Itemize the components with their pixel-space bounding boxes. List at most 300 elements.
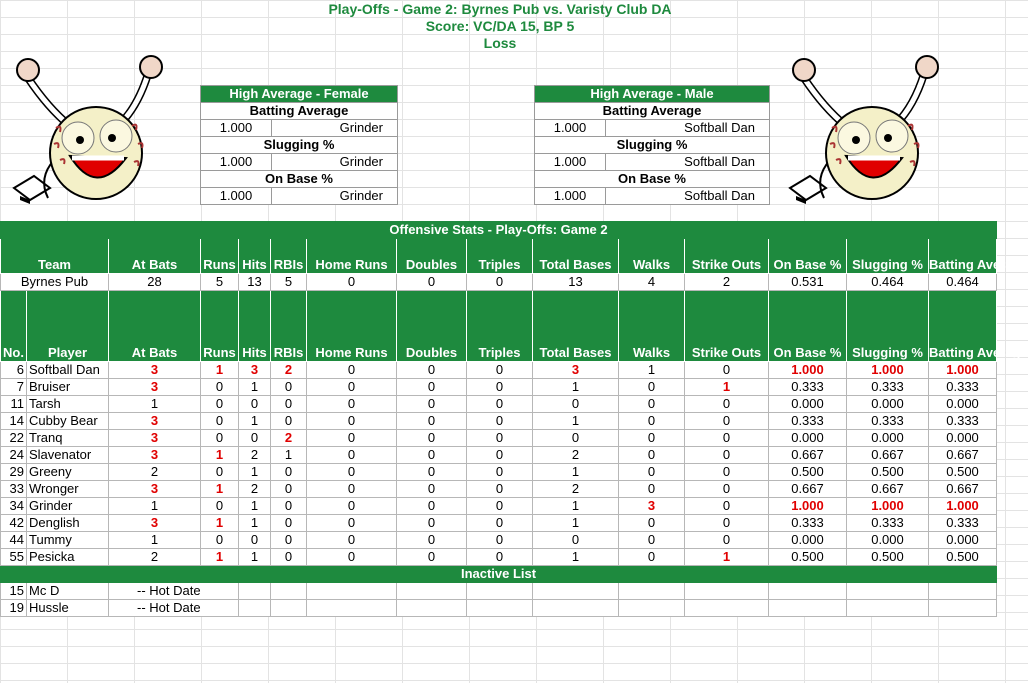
stat-cell: 0 bbox=[619, 430, 685, 447]
stat-cell: 0.500 bbox=[929, 464, 997, 481]
team-cell: 0.531 bbox=[769, 274, 847, 291]
stat-cell: 0 bbox=[685, 498, 769, 515]
stat-cell: 0 bbox=[307, 413, 397, 430]
stat-cell: 7 bbox=[1, 379, 27, 396]
stat-cell: 0.000 bbox=[769, 430, 847, 447]
stat-cell: 0 bbox=[201, 379, 239, 396]
inactive-reason: -- Hot Date bbox=[109, 583, 239, 600]
stat-cell: 3 bbox=[619, 498, 685, 515]
stat-cell: 0 bbox=[397, 413, 467, 430]
stat-value: 1.000 bbox=[535, 120, 606, 137]
team-cell: 28 bbox=[109, 274, 201, 291]
empty-cell bbox=[239, 600, 271, 617]
stat-cell: 0 bbox=[307, 430, 397, 447]
stat-cell: 0 bbox=[397, 379, 467, 396]
column-header: Strike Outs bbox=[685, 239, 769, 274]
stat-cell: 0.500 bbox=[847, 549, 929, 566]
empty-cell bbox=[847, 583, 929, 600]
stat-cell: 0 bbox=[467, 481, 533, 498]
column-header: No. bbox=[1, 291, 27, 362]
stat-cell: 1 bbox=[533, 498, 619, 515]
stat-cell: 0.000 bbox=[847, 430, 929, 447]
stat-cell: 0 bbox=[307, 549, 397, 566]
stat-cell: 0 bbox=[271, 396, 307, 413]
stat-cell: 0.000 bbox=[847, 396, 929, 413]
column-header: On Base % bbox=[769, 291, 847, 362]
stat-cell: 0 bbox=[685, 396, 769, 413]
stat-cell: 0 bbox=[467, 464, 533, 481]
stat-cell: 0 bbox=[619, 396, 685, 413]
column-header: RBIs bbox=[271, 239, 307, 274]
player-name: Grinder bbox=[272, 120, 398, 137]
player-name: Softball Dan bbox=[606, 154, 770, 171]
player-name-cell: Denglish bbox=[27, 515, 109, 532]
stat-cell: 0 bbox=[201, 498, 239, 515]
offensive-stats-header-row bbox=[1, 222, 997, 239]
player-name-cell: Tranq bbox=[27, 430, 109, 447]
stat-cell: 0 bbox=[685, 362, 769, 379]
stat-cell: 0 bbox=[619, 464, 685, 481]
column-header: Walks bbox=[619, 291, 685, 362]
player-name-cell: Softball Dan bbox=[27, 362, 109, 379]
player-row bbox=[1, 413, 997, 430]
stat-cell: 0.000 bbox=[847, 532, 929, 549]
section-label: On Base % bbox=[201, 171, 398, 188]
player-name-cell: Greeny bbox=[27, 464, 109, 481]
column-header: Player bbox=[27, 291, 109, 362]
stat-cell: 0 bbox=[397, 498, 467, 515]
stat-cell: 1 bbox=[533, 549, 619, 566]
player-name: Grinder bbox=[272, 154, 398, 171]
stat-cell: 1 bbox=[239, 549, 271, 566]
stat-cell: 0.667 bbox=[929, 481, 997, 498]
stat-cell: 0 bbox=[685, 413, 769, 430]
stat-cell: 0 bbox=[397, 481, 467, 498]
player-name-cell: Tummy bbox=[27, 532, 109, 549]
high-average-female-table bbox=[200, 85, 398, 205]
stat-cell: 0 bbox=[201, 464, 239, 481]
stat-cell: 0 bbox=[271, 464, 307, 481]
stat-cell: 0.333 bbox=[769, 379, 847, 396]
stat-cell: 0 bbox=[239, 532, 271, 549]
empty-cell bbox=[769, 600, 847, 617]
column-header: Total Bases bbox=[533, 239, 619, 274]
stat-value: 1.000 bbox=[535, 154, 606, 171]
team-cell: 0.464 bbox=[847, 274, 929, 291]
stat-cell: 2 bbox=[239, 481, 271, 498]
player-header-row bbox=[1, 291, 997, 362]
stat-cell: 1 bbox=[619, 362, 685, 379]
column-header: Hits bbox=[239, 239, 271, 274]
team-cell: 13 bbox=[533, 274, 619, 291]
stat-cell: 1.000 bbox=[769, 498, 847, 515]
high-male-header: High Average - Male bbox=[535, 86, 770, 103]
inactive-number: 15 bbox=[1, 583, 27, 600]
player-row bbox=[1, 362, 997, 379]
column-header: Home Runs bbox=[307, 239, 397, 274]
stat-cell: 0 bbox=[307, 464, 397, 481]
stat-cell: 1 bbox=[239, 464, 271, 481]
stat-cell: 0 bbox=[619, 549, 685, 566]
team-cell: 0 bbox=[307, 274, 397, 291]
player-name-cell: Tarsh bbox=[27, 396, 109, 413]
stat-cell: 0 bbox=[201, 396, 239, 413]
stat-cell: 1 bbox=[109, 396, 201, 413]
result-line: Loss bbox=[483, 35, 517, 51]
stat-cell: 0.333 bbox=[847, 515, 929, 532]
player-row bbox=[1, 379, 997, 396]
column-header: Strike Outs bbox=[685, 291, 769, 362]
stat-cell: 0.333 bbox=[769, 413, 847, 430]
stat-cell: 0 bbox=[201, 532, 239, 549]
high-female-header: High Average - Female bbox=[201, 86, 398, 103]
player-row bbox=[1, 447, 997, 464]
stat-cell: 1 bbox=[239, 379, 271, 396]
stat-cell: 1 bbox=[201, 481, 239, 498]
stat-cell: 0 bbox=[467, 447, 533, 464]
stat-value: 1.000 bbox=[535, 188, 606, 205]
inactive-number: 19 bbox=[1, 600, 27, 617]
inactive-header-row bbox=[1, 566, 997, 583]
stat-cell: 44 bbox=[1, 532, 27, 549]
team-cell: 2 bbox=[685, 274, 769, 291]
stat-cell: 0 bbox=[619, 447, 685, 464]
inactive-row bbox=[1, 600, 997, 617]
column-header: Batting Average bbox=[929, 239, 997, 274]
stat-cell: 0.333 bbox=[847, 413, 929, 430]
stat-cell: 0 bbox=[307, 362, 397, 379]
empty-cell bbox=[929, 600, 997, 617]
section-label: Batting Average bbox=[201, 103, 398, 120]
stat-cell: 0 bbox=[307, 481, 397, 498]
empty-cell bbox=[467, 583, 533, 600]
stat-cell: 3 bbox=[109, 430, 201, 447]
empty-cell bbox=[397, 583, 467, 600]
stat-cell: 0 bbox=[685, 515, 769, 532]
stat-cell: 0 bbox=[685, 447, 769, 464]
stat-cell: 2 bbox=[109, 549, 201, 566]
column-header: Triples bbox=[467, 291, 533, 362]
stat-cell: 1 bbox=[201, 549, 239, 566]
empty-cell bbox=[239, 583, 271, 600]
empty-cell bbox=[533, 583, 619, 600]
player-name-cell: Slavenator bbox=[27, 447, 109, 464]
stat-cell: 0 bbox=[533, 532, 619, 549]
stat-cell: 1 bbox=[685, 549, 769, 566]
stat-cell: 0 bbox=[619, 379, 685, 396]
column-header: Walks bbox=[619, 239, 685, 274]
stat-cell: 3 bbox=[239, 362, 271, 379]
stat-cell: 0 bbox=[397, 532, 467, 549]
stat-cell: 0 bbox=[271, 515, 307, 532]
stat-cell: 0 bbox=[467, 396, 533, 413]
player-row bbox=[1, 515, 997, 532]
empty-cell bbox=[271, 583, 307, 600]
empty-cell bbox=[847, 600, 929, 617]
stat-cell: 2 bbox=[239, 447, 271, 464]
stat-cell: 1 bbox=[201, 515, 239, 532]
stat-cell: 0 bbox=[239, 430, 271, 447]
column-header: Runs bbox=[201, 239, 239, 274]
stat-cell: 0 bbox=[533, 396, 619, 413]
stat-cell: 0 bbox=[467, 413, 533, 430]
stat-cell: 1 bbox=[533, 515, 619, 532]
column-header: Runs bbox=[201, 291, 239, 362]
game-title: Play-Offs - Game 2: Byrnes Pub vs. Varisty Club DA bbox=[328, 1, 672, 17]
empty-cell bbox=[769, 583, 847, 600]
section-label: Batting Average bbox=[535, 103, 770, 120]
team-cell: 5 bbox=[201, 274, 239, 291]
stat-cell: 3 bbox=[533, 362, 619, 379]
stat-cell: 0.333 bbox=[769, 515, 847, 532]
empty-cell bbox=[533, 600, 619, 617]
stat-cell: 0.667 bbox=[769, 481, 847, 498]
offensive-stats-table bbox=[0, 221, 1028, 617]
stat-cell: 1 bbox=[109, 532, 201, 549]
stat-cell: 6 bbox=[1, 362, 27, 379]
stat-cell: 2 bbox=[109, 464, 201, 481]
stat-cell: 0 bbox=[685, 430, 769, 447]
stat-cell: 0 bbox=[307, 396, 397, 413]
section-label: On Base % bbox=[535, 171, 770, 188]
stat-cell: 22 bbox=[1, 430, 27, 447]
player-row bbox=[1, 396, 997, 413]
stat-cell: 0.500 bbox=[929, 549, 997, 566]
stat-cell: 1 bbox=[109, 498, 201, 515]
team-cell: 4 bbox=[619, 274, 685, 291]
stat-cell: 34 bbox=[1, 498, 27, 515]
empty-cell bbox=[467, 600, 533, 617]
stat-cell: 1 bbox=[239, 515, 271, 532]
stat-cell: 1.000 bbox=[847, 498, 929, 515]
stat-cell: 2 bbox=[271, 430, 307, 447]
team-cell: 13 bbox=[239, 274, 271, 291]
player-row bbox=[1, 430, 997, 447]
column-header: Doubles bbox=[397, 291, 467, 362]
stat-value: 1.000 bbox=[201, 154, 272, 171]
stat-cell: 0 bbox=[239, 396, 271, 413]
column-header: At Bats bbox=[109, 239, 201, 274]
stat-cell: 0 bbox=[685, 532, 769, 549]
player-name-cell: Grinder bbox=[27, 498, 109, 515]
high-average-male-table bbox=[534, 85, 770, 205]
inactive-reason: -- Hot Date bbox=[109, 600, 239, 617]
stat-cell: 14 bbox=[1, 413, 27, 430]
stat-cell: 0.500 bbox=[769, 549, 847, 566]
stat-cell: 0.333 bbox=[847, 379, 929, 396]
column-header: Total Bases bbox=[533, 291, 619, 362]
stat-cell: 0 bbox=[619, 532, 685, 549]
stat-cell: 0.000 bbox=[769, 396, 847, 413]
stat-cell: 0 bbox=[397, 396, 467, 413]
team-header-row bbox=[1, 239, 997, 274]
stat-cell: 0 bbox=[307, 515, 397, 532]
stat-cell: 42 bbox=[1, 515, 27, 532]
stat-cell: 0.000 bbox=[769, 532, 847, 549]
stat-cell: 11 bbox=[1, 396, 27, 413]
stat-cell: 0 bbox=[619, 515, 685, 532]
cheering-softball-mascot-icon bbox=[8, 48, 173, 218]
column-header: Slugging % bbox=[847, 239, 929, 274]
player-row bbox=[1, 464, 997, 481]
stat-cell: 0 bbox=[397, 464, 467, 481]
stat-cell: 0.667 bbox=[847, 447, 929, 464]
stat-cell: 0 bbox=[271, 532, 307, 549]
empty-cell bbox=[307, 600, 397, 617]
player-row bbox=[1, 498, 997, 515]
column-header: At Bats bbox=[109, 291, 201, 362]
inactive-name: Mc D bbox=[27, 583, 109, 600]
stat-cell: 0 bbox=[467, 430, 533, 447]
stat-cell: 0 bbox=[533, 430, 619, 447]
stat-cell: 1 bbox=[201, 362, 239, 379]
stat-cell: 0.333 bbox=[929, 379, 997, 396]
stat-cell: 0 bbox=[397, 549, 467, 566]
column-header: Triples bbox=[467, 239, 533, 274]
stat-cell: 0.333 bbox=[929, 413, 997, 430]
stat-cell: 0 bbox=[307, 532, 397, 549]
team-cell: 0.464 bbox=[929, 274, 997, 291]
stat-cell: 0.667 bbox=[847, 481, 929, 498]
score-line: Score: VC/DA 15, BP 5 bbox=[425, 18, 575, 34]
empty-cell bbox=[929, 583, 997, 600]
stat-cell: 0 bbox=[467, 532, 533, 549]
stat-cell: 0.000 bbox=[929, 396, 997, 413]
stat-cell: 1 bbox=[271, 447, 307, 464]
stat-cell: 1 bbox=[533, 413, 619, 430]
stat-cell: 1.000 bbox=[769, 362, 847, 379]
stat-cell: 33 bbox=[1, 481, 27, 498]
stat-cell: 1.000 bbox=[847, 362, 929, 379]
empty-cell bbox=[397, 600, 467, 617]
stat-value: 1.000 bbox=[201, 188, 272, 205]
team-cell: 0 bbox=[467, 274, 533, 291]
stat-cell: 0 bbox=[307, 498, 397, 515]
player-row bbox=[1, 549, 997, 566]
stat-cell: 3 bbox=[109, 379, 201, 396]
offensive-stats-header: Offensive Stats - Play-Offs: Game 2 bbox=[1, 222, 997, 239]
stat-cell: 2 bbox=[533, 447, 619, 464]
team-cell: 0 bbox=[397, 274, 467, 291]
section-label: Slugging % bbox=[201, 137, 398, 154]
stat-cell: 0 bbox=[397, 447, 467, 464]
stat-cell: 0 bbox=[467, 379, 533, 396]
stat-cell: 0 bbox=[619, 481, 685, 498]
empty-cell bbox=[619, 600, 685, 617]
stat-cell: 1 bbox=[533, 464, 619, 481]
stat-cell: 3 bbox=[109, 362, 201, 379]
stat-cell: 0 bbox=[307, 379, 397, 396]
empty-cell bbox=[685, 583, 769, 600]
player-name-cell: Cubby Bear bbox=[27, 413, 109, 430]
inactive-name: Hussle bbox=[27, 600, 109, 617]
stat-cell: 0.333 bbox=[929, 515, 997, 532]
team-cell: 5 bbox=[271, 274, 307, 291]
stat-cell: 1 bbox=[239, 413, 271, 430]
stat-cell: 0 bbox=[271, 413, 307, 430]
stat-cell: 0.500 bbox=[769, 464, 847, 481]
stat-cell: 0 bbox=[307, 447, 397, 464]
empty-cell bbox=[685, 600, 769, 617]
stat-cell: 0 bbox=[271, 379, 307, 396]
stat-cell: 0 bbox=[685, 464, 769, 481]
column-header: Team bbox=[1, 239, 109, 274]
stat-cell: 1 bbox=[239, 498, 271, 515]
player-name-cell: Bruiser bbox=[27, 379, 109, 396]
stat-value: 1.000 bbox=[201, 120, 272, 137]
stat-cell: 0 bbox=[619, 413, 685, 430]
team-cell: Byrnes Pub bbox=[1, 274, 109, 291]
inactive-header: Inactive List bbox=[1, 566, 997, 583]
stat-cell: 55 bbox=[1, 549, 27, 566]
stat-cell: 2 bbox=[533, 481, 619, 498]
stat-cell: 1 bbox=[685, 379, 769, 396]
column-header: On Base % bbox=[769, 239, 847, 274]
stat-cell: 1.000 bbox=[929, 362, 997, 379]
cheering-softball-mascot-icon bbox=[784, 48, 949, 218]
stat-cell: 0.667 bbox=[929, 447, 997, 464]
stat-cell: 0 bbox=[397, 430, 467, 447]
column-header: Slugging % bbox=[847, 291, 929, 362]
stat-cell: 0 bbox=[201, 413, 239, 430]
stat-cell: 1.000 bbox=[929, 498, 997, 515]
stat-cell: 3 bbox=[109, 515, 201, 532]
stat-cell: 29 bbox=[1, 464, 27, 481]
player-row bbox=[1, 532, 997, 549]
section-label: Slugging % bbox=[535, 137, 770, 154]
column-header: Home Runs bbox=[307, 291, 397, 362]
stat-cell: 1 bbox=[533, 379, 619, 396]
stat-cell: 0.500 bbox=[847, 464, 929, 481]
stat-cell: 3 bbox=[109, 481, 201, 498]
stat-cell: 2 bbox=[271, 362, 307, 379]
stat-cell: 0 bbox=[201, 430, 239, 447]
stat-cell: 0 bbox=[467, 362, 533, 379]
stat-cell: 0 bbox=[271, 549, 307, 566]
column-header: RBIs bbox=[271, 291, 307, 362]
stat-cell: 24 bbox=[1, 447, 27, 464]
stat-cell: 0.667 bbox=[769, 447, 847, 464]
stat-cell: 0.000 bbox=[929, 430, 997, 447]
column-header: Hits bbox=[239, 291, 271, 362]
stat-cell: 3 bbox=[109, 447, 201, 464]
player-name: Grinder bbox=[272, 188, 398, 205]
stat-cell: 0 bbox=[397, 362, 467, 379]
empty-cell bbox=[619, 583, 685, 600]
player-name: Softball Dan bbox=[606, 120, 770, 137]
column-header: Batting Average bbox=[929, 291, 997, 362]
stat-cell: 0 bbox=[271, 481, 307, 498]
stat-cell: 0 bbox=[467, 498, 533, 515]
stat-cell: 0 bbox=[685, 481, 769, 498]
inactive-row bbox=[1, 583, 997, 600]
stat-cell: 1 bbox=[201, 447, 239, 464]
stat-cell: 0 bbox=[467, 549, 533, 566]
stat-cell: 0 bbox=[467, 515, 533, 532]
empty-cell bbox=[307, 583, 397, 600]
player-row bbox=[1, 481, 997, 498]
player-name-cell: Wronger bbox=[27, 481, 109, 498]
stat-cell: 0.000 bbox=[929, 532, 997, 549]
column-header: Doubles bbox=[397, 239, 467, 274]
stat-cell: 0 bbox=[397, 515, 467, 532]
player-name: Softball Dan bbox=[606, 188, 770, 205]
team-row bbox=[1, 274, 997, 291]
player-name-cell: Pesicka bbox=[27, 549, 109, 566]
empty-cell bbox=[271, 600, 307, 617]
stat-cell: 3 bbox=[109, 413, 201, 430]
stat-cell: 0 bbox=[271, 498, 307, 515]
